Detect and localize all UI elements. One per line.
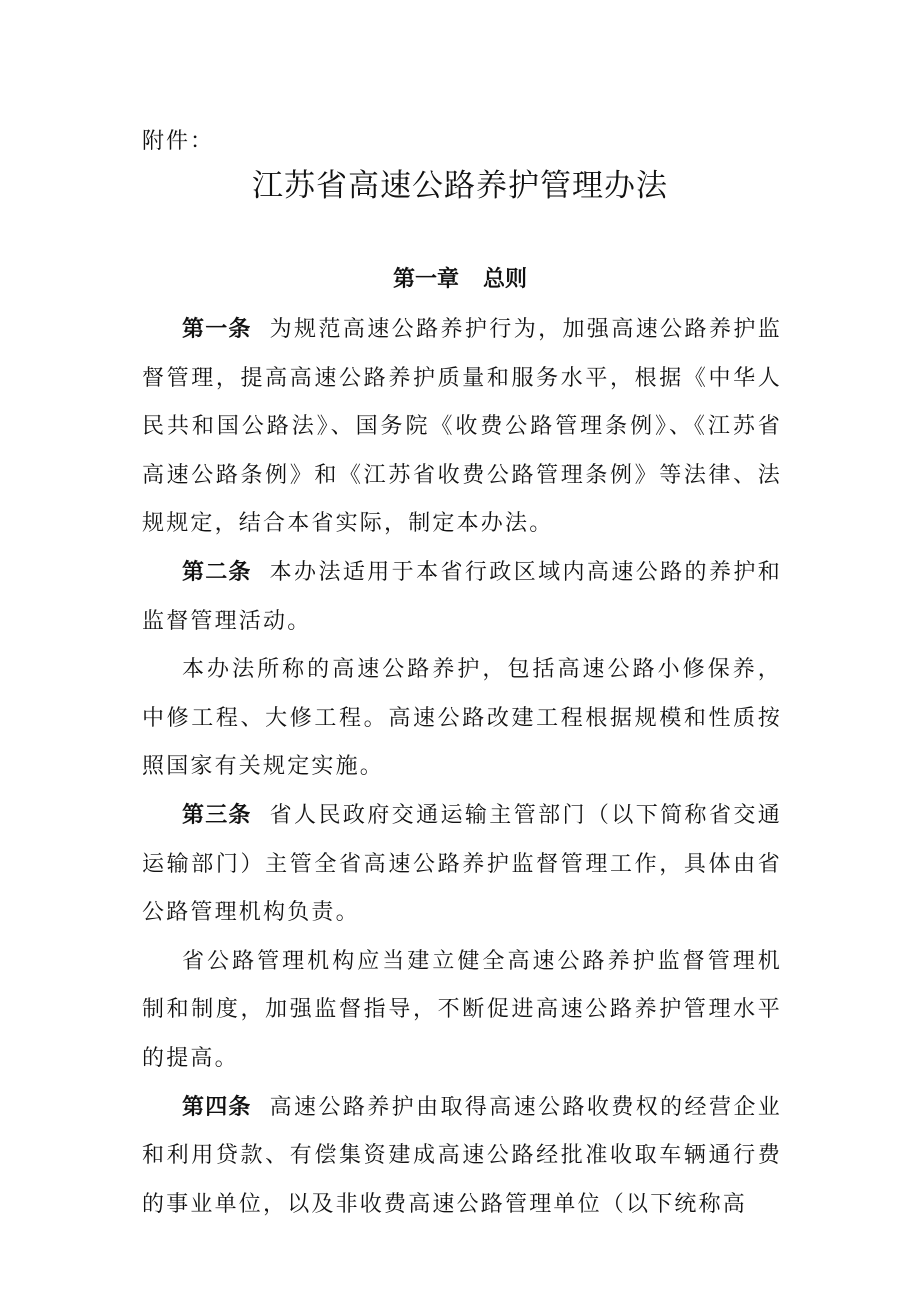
paragraph-text: 本办法适用于本省行政区域内高速公路的养护和监督管理活动。 <box>142 559 782 634</box>
paragraph-article-4 <box>142 1084 782 1230</box>
chapter-name: 总则 <box>483 267 528 292</box>
paragraph-text: 本办法所称的高速公路养护，包括高速公路小修保养，中修工程、大修工程。高速公路改建工程根据规模和性质按照国家有关规定实施。 <box>142 657 782 780</box>
paragraph-text: 省人民政府交通运输主管部门（以下简称省交通运输部门）主管全省高速公路养护监督管理工作，具体由省公路管理机构负责。 <box>142 802 782 926</box>
paragraph-text: 省公路管理机构应当建立健全高速公路养护监督管理机制和制度，加强监督指导，不断促进高速公路养护管理水平的提高。 <box>142 948 782 1071</box>
article-number: 第二条 <box>182 559 252 585</box>
article-number: 第一条 <box>182 317 252 342</box>
paragraph-article-2 <box>142 549 782 646</box>
document-title: 江苏省高速公路养护管理办法 <box>252 168 668 204</box>
chapter-number: 第一章 <box>392 267 459 292</box>
paragraph-text: 为规范高速公路养护行为，加强高速公路养护监督管理，提高高速公路养护质量和服务水平，根据《中华人民共和国公路法》、国务院《收费公路管理条例》、《江苏省高速公路条例》和《江苏省收费公路管理条例》等法律、法规规定，结合本省实际，制定本办法。 <box>142 317 782 537</box>
paragraph-article-3 <box>142 792 782 938</box>
paragraph-article-3-duties <box>142 938 782 1084</box>
chapter-heading <box>0 262 920 293</box>
paragraph-text: 高速公路养护由取得高速公路收费权的经营企业和利用贷款、有偿集资建成高速公路经批准收取车辆通行费的事业单位，以及非收费高速公路管理单位（以下统称高 <box>142 1094 782 1217</box>
paragraph-article-2-scope <box>142 646 782 792</box>
article-number: 第四条 <box>182 1094 252 1120</box>
paragraph-article-1 <box>142 306 782 549</box>
document-body <box>142 306 782 1229</box>
attachment-label: 附件： <box>142 129 215 154</box>
article-number: 第三条 <box>182 802 252 828</box>
